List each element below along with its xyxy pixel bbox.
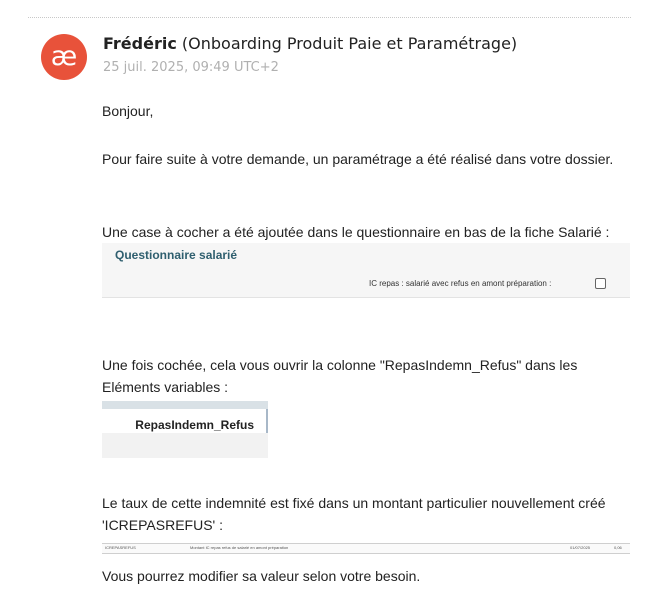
sender-avatar[interactable]: æ bbox=[41, 34, 87, 80]
montant-date: 01/07/2025 bbox=[570, 545, 591, 550]
column-header-cell bbox=[102, 409, 268, 433]
paragraph-checkbox-added: Une case à cocher a été ajoutée dans le questionnaire en bas de la fiche Salarié : bbox=[102, 224, 610, 240]
questionnaire-title: Questionnaire salarié bbox=[115, 248, 238, 262]
questionnaire-screenshot bbox=[102, 243, 630, 298]
montant-value: 0,06 bbox=[614, 545, 622, 550]
column-header-bar bbox=[102, 401, 268, 409]
message-divider bbox=[28, 17, 631, 18]
column-header-label: RepasIndemn_Refus bbox=[135, 418, 254, 432]
paragraph-modifier: Vous pourrez modifier sa valeur selon votre besoin. bbox=[102, 568, 421, 584]
questionnaire-checkbox bbox=[595, 278, 606, 289]
sender-name[interactable]: Frédéric bbox=[103, 34, 177, 53]
sender-line bbox=[103, 34, 517, 53]
montant-description: Montant IC repas refus de salarié en amont préparation bbox=[190, 545, 289, 550]
elements-variables-screenshot bbox=[102, 401, 268, 458]
montant-code: ICREPASREFUS bbox=[105, 545, 136, 550]
greeting-text: Bonjour, bbox=[102, 103, 154, 119]
paragraph-column-opened: Une fois cochée, cela vous ouvrir la colonne "RepasIndemn_Refus" dans les Eléments variables : bbox=[102, 357, 578, 395]
message-timestamp[interactable]: 25 juil. 2025, 09:49 UTC+2 bbox=[103, 60, 279, 75]
paragraph-taux: Le taux de cette indemnité est fixé dans un montant particulier nouvellement créé 'ICREPASREFUS' : bbox=[102, 495, 606, 533]
sender-team: (Onboarding Produit Paie et Paramétrage) bbox=[181, 34, 518, 53]
montant-particulier-screenshot bbox=[102, 543, 630, 554]
paragraph-parametrage: Pour faire suite à votre demande, un paramétrage a été réalisé dans votre dossier. bbox=[102, 151, 614, 167]
questionnaire-checkbox-label: IC repas : salarié avec refus en amont préparation : bbox=[369, 279, 552, 288]
